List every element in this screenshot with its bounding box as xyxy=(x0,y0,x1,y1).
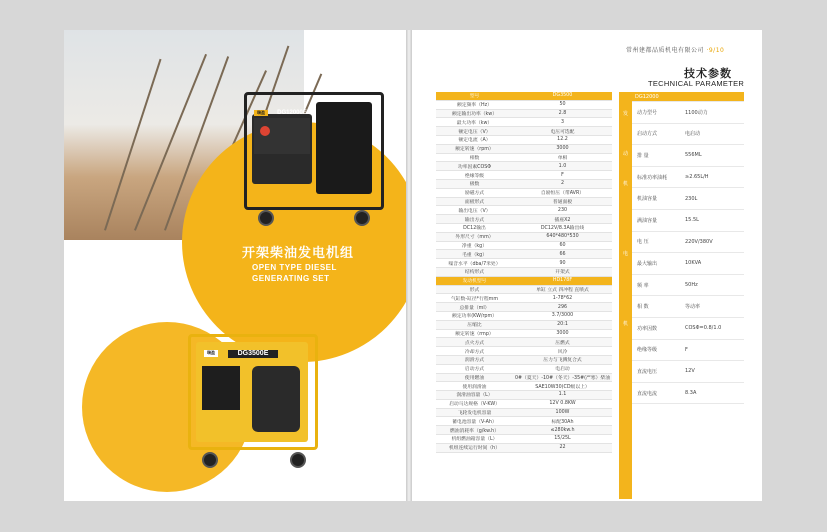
table-row xyxy=(436,135,612,144)
company-name: 常州建都品质机电有限公司 xyxy=(626,47,705,54)
table-header-row xyxy=(619,92,744,102)
spec-key: 相 数 xyxy=(619,296,683,318)
table-row xyxy=(436,294,612,303)
spec-value: 3.7/3000 xyxy=(513,311,612,320)
spec-value: 3000 xyxy=(513,329,612,338)
spec-key: 额定功率(KW/rpm） xyxy=(436,311,513,320)
spec-key: 启动马达规格（V-KW） xyxy=(436,399,513,408)
spec-key: 飞轮发电机容量 xyxy=(436,408,513,417)
table-row xyxy=(436,347,612,356)
spec-key: 净重（kg） xyxy=(436,241,513,250)
spec-value: F xyxy=(513,171,612,180)
gen1-brand: 瑞盈 xyxy=(254,110,268,116)
table-row xyxy=(436,408,612,417)
table-row xyxy=(436,118,612,127)
spec-key: 启动方式 xyxy=(619,123,683,145)
spec-value: 2.8 xyxy=(513,109,612,118)
spec-key: 排 量 xyxy=(619,145,683,167)
table-row xyxy=(436,197,612,206)
table-row xyxy=(436,162,612,171)
spec-key: 标准功率油耗 xyxy=(619,166,683,188)
spec-key: 输出方式 xyxy=(436,215,513,224)
spec-value: 50Hz xyxy=(683,274,744,296)
spec-key: 额定频率（Hz） xyxy=(436,100,513,109)
spec-value: 1100动力 xyxy=(683,102,744,124)
spec-value: DG3500 xyxy=(513,92,612,100)
spec-value: 开架式 xyxy=(513,267,612,276)
left-page xyxy=(64,30,406,501)
spec-value: 556ML xyxy=(683,145,744,167)
spec-key: 功率因数 xyxy=(619,317,683,339)
spec-value: 12V xyxy=(683,361,744,383)
table-row xyxy=(436,267,612,276)
spec-key: 最大功率（kw） xyxy=(436,118,513,127)
spec-value: F xyxy=(683,339,744,361)
spec-key: 使用润滑油 xyxy=(436,382,513,391)
table-row xyxy=(619,317,744,339)
spec-value: ≤280kw.h xyxy=(513,426,612,435)
product-title-en-line1: OPEN TYPE DIESEL xyxy=(252,263,337,272)
spec-key: 气缸数-缸径*行程mm xyxy=(436,294,513,303)
spec-sidebar xyxy=(619,101,632,499)
spec-value: 12V 0.8KW xyxy=(513,399,612,408)
table-row xyxy=(619,145,744,167)
spec-key: 点火方式 xyxy=(436,338,513,347)
table-row xyxy=(436,338,612,347)
spec-key: 动力型号 xyxy=(619,102,683,124)
product-title-cn: 开架柴油发电机组 xyxy=(242,246,355,261)
spec-value: 15.5L xyxy=(683,209,744,231)
spec-key: 润滑油容量（L） xyxy=(436,391,513,400)
table-row xyxy=(436,144,612,153)
spec-key: 额定输出功率（kw） xyxy=(436,109,513,118)
spec-value: 电压可选配 xyxy=(513,127,612,136)
spec-key: 机组连续运行时间（h） xyxy=(436,443,513,452)
spec-key: 额定电压（V） xyxy=(436,127,513,136)
spec-key: 毛重（kg） xyxy=(436,250,513,259)
table-row xyxy=(619,166,744,188)
table-row xyxy=(436,303,612,312)
spec-value: 1-78*62 xyxy=(513,294,612,303)
table-row xyxy=(619,123,744,145)
table-row xyxy=(436,171,612,180)
spec-value: 640*480*530 xyxy=(513,232,612,241)
spec-key: 压缩比 xyxy=(436,320,513,329)
spec-value: 22 xyxy=(513,443,612,452)
table-row xyxy=(436,364,612,373)
table-row xyxy=(436,223,612,232)
spec-value: 20:1 xyxy=(513,320,612,329)
table-row xyxy=(436,417,612,426)
spec-key: 机组燃油箱容量（L） xyxy=(436,435,513,444)
spec-key: 极数 xyxy=(436,179,513,188)
table-row xyxy=(619,296,744,318)
table-row xyxy=(436,443,612,452)
right-page xyxy=(412,30,762,501)
spec-value: 230 xyxy=(513,206,612,215)
spec-key: 功率因素COSΦ xyxy=(436,162,513,171)
spec-value: ≥2.65L/H xyxy=(683,166,744,188)
table-row xyxy=(436,188,612,197)
spec-key: 型号 xyxy=(436,92,513,100)
spec-value: 90 xyxy=(513,259,612,268)
spec-value: 230L xyxy=(683,188,744,210)
spec-value: 60 xyxy=(513,241,612,250)
spec-value: 12.2 xyxy=(513,135,612,144)
spec-key: 相数 xyxy=(436,153,513,162)
spec-value: 296 xyxy=(513,303,612,312)
spec-key: 额定转速（rpm） xyxy=(436,144,513,153)
gen2-brand: 瑞盈 xyxy=(204,350,218,357)
section-title-cn: 技术参数 xyxy=(684,67,732,80)
spec-value: 2 xyxy=(513,179,612,188)
table-row xyxy=(436,100,612,109)
spec-value: 电启动 xyxy=(683,123,744,145)
table-row xyxy=(436,320,612,329)
spec-value: 220V/380V xyxy=(683,231,744,253)
table-row xyxy=(619,382,744,404)
generator-dg3500e-image xyxy=(182,328,322,478)
table-row xyxy=(619,253,744,275)
spec-value: 8.3A xyxy=(683,382,744,404)
spec-key: 机油容量 xyxy=(619,188,683,210)
section-title-en: TECHNICAL PARAMETER xyxy=(648,79,745,88)
sidebar-label: 电 xyxy=(622,251,628,257)
table-row xyxy=(619,231,744,253)
table-row xyxy=(436,426,612,435)
spec-value: COSΦ=0.8/1.0 xyxy=(683,317,744,339)
spec-value: 10KVA xyxy=(683,253,744,275)
page-number: 9/10 xyxy=(708,47,725,54)
table-row xyxy=(436,259,612,268)
table-row xyxy=(436,391,612,400)
table-row xyxy=(436,373,612,382)
spec-value: 0#（夏天）-10#（冬天）-35#(严寒）柴油 xyxy=(513,373,612,382)
spec-value: 单相 xyxy=(513,153,612,162)
spec-value: 电启动 xyxy=(513,364,612,373)
spec-value: 3000 xyxy=(513,144,612,153)
table-row xyxy=(436,276,612,285)
spec-value: 风冷 xyxy=(513,347,612,356)
spec-value: 自励恒压（带AVR） xyxy=(513,188,612,197)
spec-key: 绝缘等级 xyxy=(436,171,513,180)
table-row xyxy=(436,311,612,320)
spec-key: 满油容量 xyxy=(619,209,683,231)
spec-key: 励磁方式 xyxy=(436,188,513,197)
table-row xyxy=(619,209,744,231)
table-row xyxy=(436,206,612,215)
table-row xyxy=(619,274,744,296)
spec-key: 冷却方式 xyxy=(436,347,513,356)
spec-value: 3 xyxy=(513,118,612,127)
spec-key: 结构形式 xyxy=(436,267,513,276)
table-row xyxy=(619,339,744,361)
spec-value: 66 xyxy=(513,250,612,259)
model-header: DG12000 xyxy=(619,92,744,102)
spec-key: 直流电流 xyxy=(619,382,683,404)
spec-key: 输出电压（V） xyxy=(436,206,513,215)
spec-key: 润滑方式 xyxy=(436,355,513,364)
product-title-en-line2: GENERATING SET xyxy=(252,274,330,283)
spec-value: SAE10W30(CD级以上） xyxy=(513,382,612,391)
spec-key: 额定电流（A） xyxy=(436,135,513,144)
spec-key: 启动方式 xyxy=(436,364,513,373)
spec-value: 压力与飞溅复合式 xyxy=(513,355,612,364)
spec-value: 等动率 xyxy=(683,296,744,318)
table-row xyxy=(436,329,612,338)
spec-key: 蓄电池容量（V-Ah） xyxy=(436,417,513,426)
spec-key: 使用燃油 xyxy=(436,373,513,382)
table-row xyxy=(436,435,612,444)
spec-value: 标配30Ah xyxy=(513,417,612,426)
spec-key: 频 率 xyxy=(619,274,683,296)
spec-key: 额定转速（rmp） xyxy=(436,329,513,338)
spec-value: 普通面板 xyxy=(513,197,612,206)
table-row xyxy=(436,382,612,391)
sidebar-label: 机 xyxy=(622,321,628,327)
spec-value: HD178F xyxy=(513,276,612,285)
spec-key: 总排量（ml） xyxy=(436,303,513,312)
spec-table-dg12000 xyxy=(619,92,744,404)
page-header: 常州建都品质机电有限公司 ·9/10 xyxy=(626,47,725,54)
spec-key: 最大输出 xyxy=(619,253,683,275)
spec-value: 单缸 立式 四冲程 直喷式 xyxy=(513,285,612,294)
spec-value: DC12V/8.3A输出线 xyxy=(513,223,612,232)
product-title-en xyxy=(252,262,337,284)
gen2-model-label: DG3500E xyxy=(228,350,278,358)
spec-key: 燃油消耗率（g/kw.h） xyxy=(436,426,513,435)
spec-value: 50 xyxy=(513,100,612,109)
spec-key: 电 压 xyxy=(619,231,683,253)
table-row xyxy=(436,215,612,224)
sidebar-label: 机 xyxy=(622,181,628,187)
spec-key: 噪音水平（dba/7米处） xyxy=(436,259,513,268)
table-row xyxy=(436,109,612,118)
generator-dg12000e-image xyxy=(244,92,384,227)
spec-value: 1.1 xyxy=(513,391,612,400)
sidebar-label: 动 xyxy=(622,151,628,157)
spec-value: 1.0 xyxy=(513,162,612,171)
spec-key: 面板形式 xyxy=(436,197,513,206)
table-row xyxy=(619,361,744,383)
spec-key: DC12输出 xyxy=(436,223,513,232)
spec-value: 压燃式 xyxy=(513,338,612,347)
spec-key: 直流电压 xyxy=(619,361,683,383)
table-row xyxy=(619,188,744,210)
table-row xyxy=(619,102,744,124)
spec-key: 绝缘等级 xyxy=(619,339,683,361)
table-row xyxy=(436,355,612,364)
spec-value: 100W xyxy=(513,408,612,417)
table-row xyxy=(436,92,612,100)
table-row xyxy=(436,232,612,241)
table-row xyxy=(436,250,612,259)
table-row xyxy=(436,285,612,294)
spec-table-dg3500 xyxy=(436,92,612,453)
spec-key: 形式 xyxy=(436,285,513,294)
spec-key: 外形尺寸（mm） xyxy=(436,232,513,241)
spec-value: 插座X2 xyxy=(513,215,612,224)
table-row xyxy=(436,179,612,188)
table-row xyxy=(436,241,612,250)
table-row xyxy=(436,153,612,162)
gen1-model-label: DG12000E xyxy=(277,110,307,116)
spec-key: 发动机型号 xyxy=(436,276,513,285)
spec-value: 15/25L xyxy=(513,435,612,444)
table-row xyxy=(436,399,612,408)
table-row xyxy=(436,127,612,136)
sidebar-label: 发 xyxy=(622,111,628,117)
